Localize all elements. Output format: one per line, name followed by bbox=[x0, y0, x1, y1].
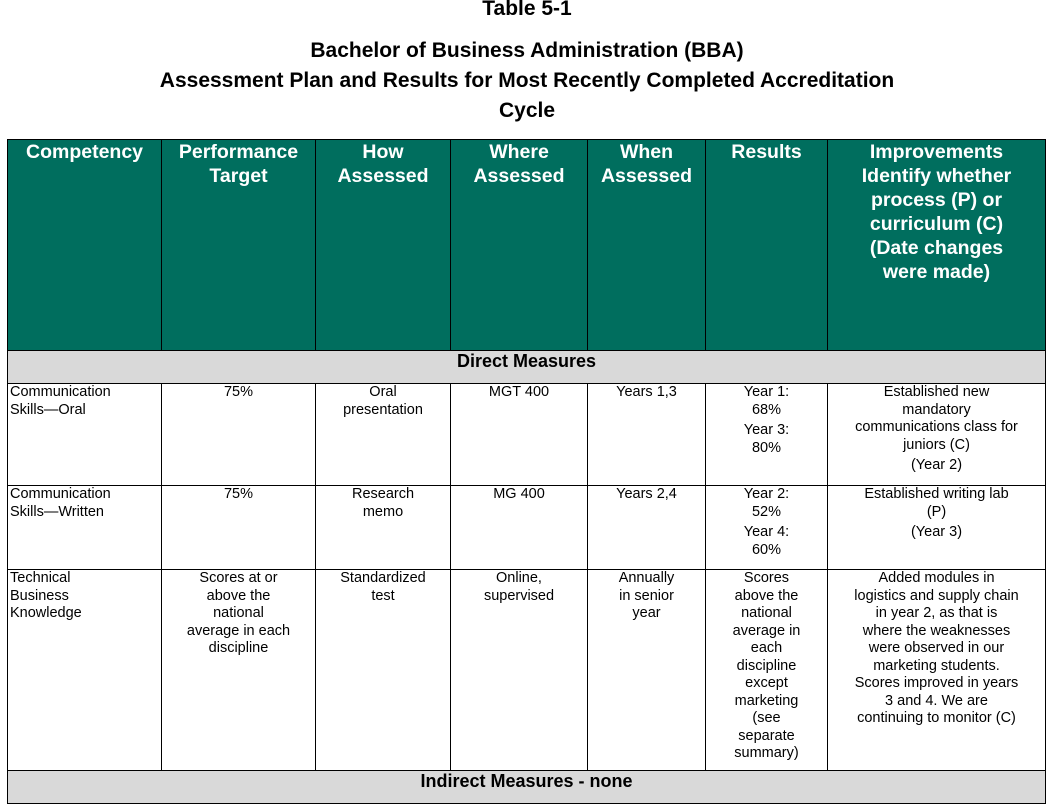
title-line-2: Assessment Plan and Results for Most Recently Completed Accreditation bbox=[159, 69, 895, 92]
header-row bbox=[8, 140, 1046, 351]
section-label: Indirect Measures - none bbox=[8, 771, 1046, 804]
cell-where: MG 400 bbox=[451, 486, 588, 570]
cell-results: Year 1: 68% Year 3: 80% bbox=[706, 384, 828, 486]
cell-where: Online, supervised bbox=[451, 570, 588, 771]
cell-when: Annually in senior year bbox=[588, 570, 706, 771]
header-how-assessed: How Assessed bbox=[316, 140, 451, 351]
cell-results: Year 2: 52% Year 4: 60% bbox=[706, 486, 828, 570]
cell-how: Oral presentation bbox=[316, 384, 451, 486]
cell-competency: Communication Skills—Written bbox=[8, 486, 162, 570]
header-performance-target: Performance Target bbox=[162, 140, 316, 351]
section-direct-measures bbox=[8, 351, 1046, 384]
title-line-3: Cycle bbox=[498, 99, 556, 122]
assessment-table bbox=[7, 139, 1046, 804]
cell-how: Research memo bbox=[316, 486, 451, 570]
cell-improvements: Established writing lab (P) (Year 3) bbox=[828, 486, 1046, 570]
cell-results: Scores above the national average in each discipline except marketing (see separate summary) bbox=[706, 570, 828, 771]
cell-improvements: Established new mandatory communications class for juniors (C) (Year 2) bbox=[828, 384, 1046, 486]
table-row bbox=[8, 570, 1046, 771]
cell-competency: Communication Skills—Oral bbox=[8, 384, 162, 486]
title-line-1: Bachelor of Business Administration (BBA) bbox=[310, 39, 744, 62]
header-where-assessed: Where Assessed bbox=[451, 140, 588, 351]
cell-target: Scores at or above the national average in each discipline bbox=[162, 570, 316, 771]
header-results: Results bbox=[706, 140, 828, 351]
cell-improvements: Added modules in logistics and supply chain in year 2, as that is where the weaknesses were observed in our marketing students. Scores improved in years 3 and 4. We are continuing to monitor (C) bbox=[828, 570, 1046, 771]
cell-target: 75% bbox=[162, 384, 316, 486]
cell-how: Standardized test bbox=[316, 570, 451, 771]
cell-when: Years 2,4 bbox=[588, 486, 706, 570]
cell-where: MGT 400 bbox=[451, 384, 588, 486]
table-row bbox=[8, 384, 1046, 486]
header-when-assessed: When Assessed bbox=[588, 140, 706, 351]
section-indirect-measures bbox=[8, 771, 1046, 804]
table-number: Table 5-1 bbox=[482, 0, 572, 20]
header-competency: Competency bbox=[8, 140, 162, 351]
cell-competency: Technical Business Knowledge bbox=[8, 570, 162, 771]
cell-when: Years 1,3 bbox=[588, 384, 706, 486]
header-improvements: Improvements Identify whether process (P) or curriculum (C) (Date changes were made) bbox=[828, 140, 1046, 351]
section-label: Direct Measures bbox=[8, 351, 1046, 384]
table-row bbox=[8, 486, 1046, 570]
cell-target: 75% bbox=[162, 486, 316, 570]
